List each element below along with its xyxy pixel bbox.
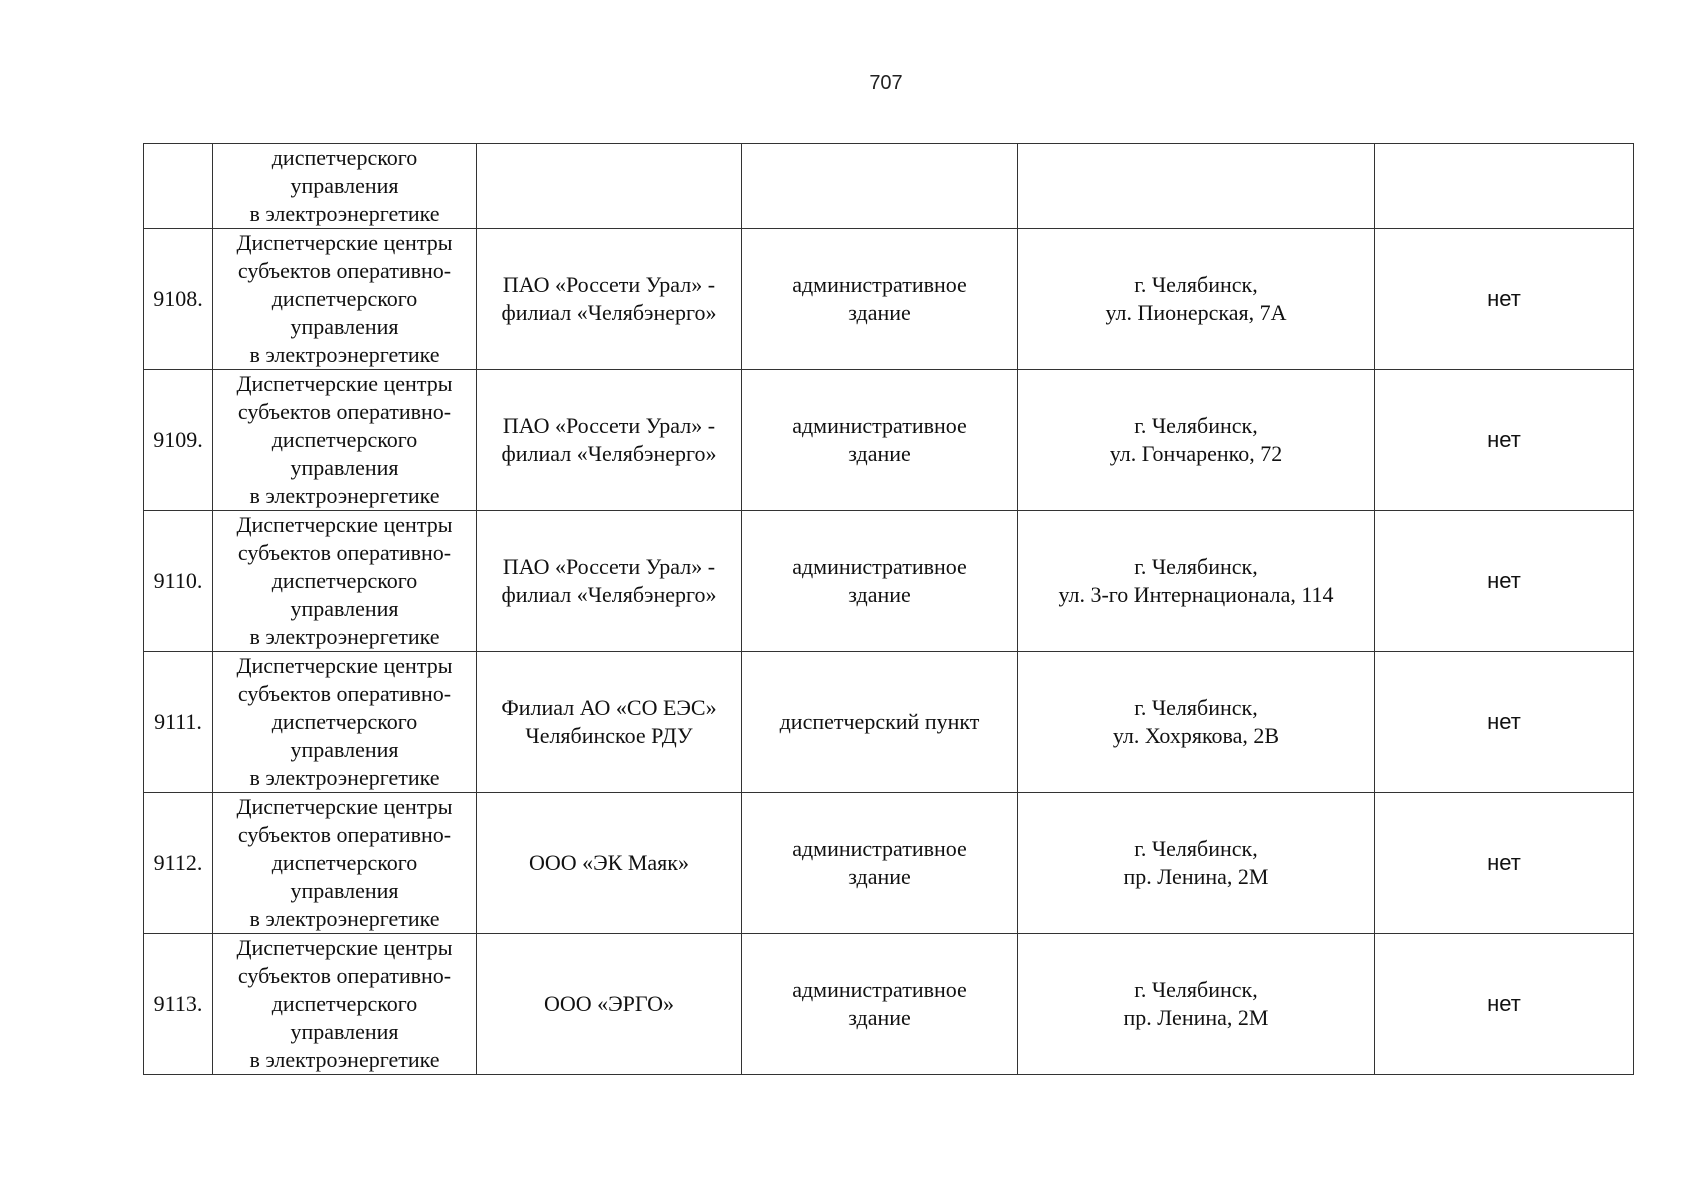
table-row [144, 793, 1634, 934]
cell-object-type: Диспетчерские центры субъектов оперативно- диспетчерского управления в электроэнергетике [213, 229, 477, 370]
cell-flag: нет [1375, 511, 1634, 652]
cell-address: г. Челябинск, ул. 3-го Интернационала, 114 [1018, 511, 1375, 652]
cell-flag: нет [1375, 229, 1634, 370]
cell-object-kind: диспетчерский пункт [742, 652, 1018, 793]
cell-address: г. Челябинск, пр. Ленина, 2М [1018, 934, 1375, 1075]
cell-object-kind: административное здание [742, 511, 1018, 652]
cell-number: 9108. [144, 229, 213, 370]
cell-object-type: Диспетчерские центры субъектов оперативно- диспетчерского управления в электроэнергетике [213, 652, 477, 793]
cell-number: 9112. [144, 793, 213, 934]
cell-number: 9111. [144, 652, 213, 793]
table-row [144, 229, 1634, 370]
cell-flag: нет [1375, 370, 1634, 511]
cell-address: г. Челябинск, ул. Пионерская, 7А [1018, 229, 1375, 370]
cell-organization: ООО «ЭК Маяк» [477, 793, 742, 934]
cell-object-kind: административное здание [742, 934, 1018, 1075]
cell-organization [477, 144, 742, 229]
cell-address: г. Челябинск, ул. Гончаренко, 72 [1018, 370, 1375, 511]
cell-object-type: диспетчерского управления в электроэнергетике [213, 144, 477, 229]
cell-number [144, 144, 213, 229]
cell-address: г. Челябинск, пр. Ленина, 2М [1018, 793, 1375, 934]
registry-table [143, 143, 1634, 1075]
cell-organization: ПАО «Россети Урал» - филиал «Челябэнерго» [477, 229, 742, 370]
cell-object-type: Диспетчерские центры субъектов оперативно- диспетчерского управления в электроэнергетике [213, 370, 477, 511]
cell-object-kind: административное здание [742, 793, 1018, 934]
cell-number: 9110. [144, 511, 213, 652]
page-number: 707 [869, 72, 903, 94]
cell-organization: ПАО «Россети Урал» - филиал «Челябэнерго» [477, 511, 742, 652]
cell-number: 9109. [144, 370, 213, 511]
cell-flag: нет [1375, 934, 1634, 1075]
cell-object-kind [742, 144, 1018, 229]
cell-flag: нет [1375, 652, 1634, 793]
cell-object-type: Диспетчерские центры субъектов оперативно- диспетчерского управления в электроэнергетике [213, 793, 477, 934]
cell-object-type: Диспетчерские центры субъектов оперативно- диспетчерского управления в электроэнергетике [213, 934, 477, 1075]
cell-flag [1375, 144, 1634, 229]
cell-flag: нет [1375, 793, 1634, 934]
cell-object-kind: административное здание [742, 370, 1018, 511]
cell-organization: Филиал АО «СО ЕЭС» Челябинское РДУ [477, 652, 742, 793]
table-row [144, 652, 1634, 793]
cell-address: г. Челябинск, ул. Хохрякова, 2В [1018, 652, 1375, 793]
cell-number: 9113. [144, 934, 213, 1075]
cell-object-kind: административное здание [742, 229, 1018, 370]
table-row [144, 370, 1634, 511]
cell-object-type: Диспетчерские центры субъектов оперативно- диспетчерского управления в электроэнергетике [213, 511, 477, 652]
cell-organization: ПАО «Россети Урал» - филиал «Челябэнерго» [477, 370, 742, 511]
cell-address [1018, 144, 1375, 229]
table-row [144, 934, 1634, 1075]
table-row [144, 511, 1634, 652]
table-row-continued [144, 144, 1634, 229]
cell-organization: ООО «ЭРГО» [477, 934, 742, 1075]
